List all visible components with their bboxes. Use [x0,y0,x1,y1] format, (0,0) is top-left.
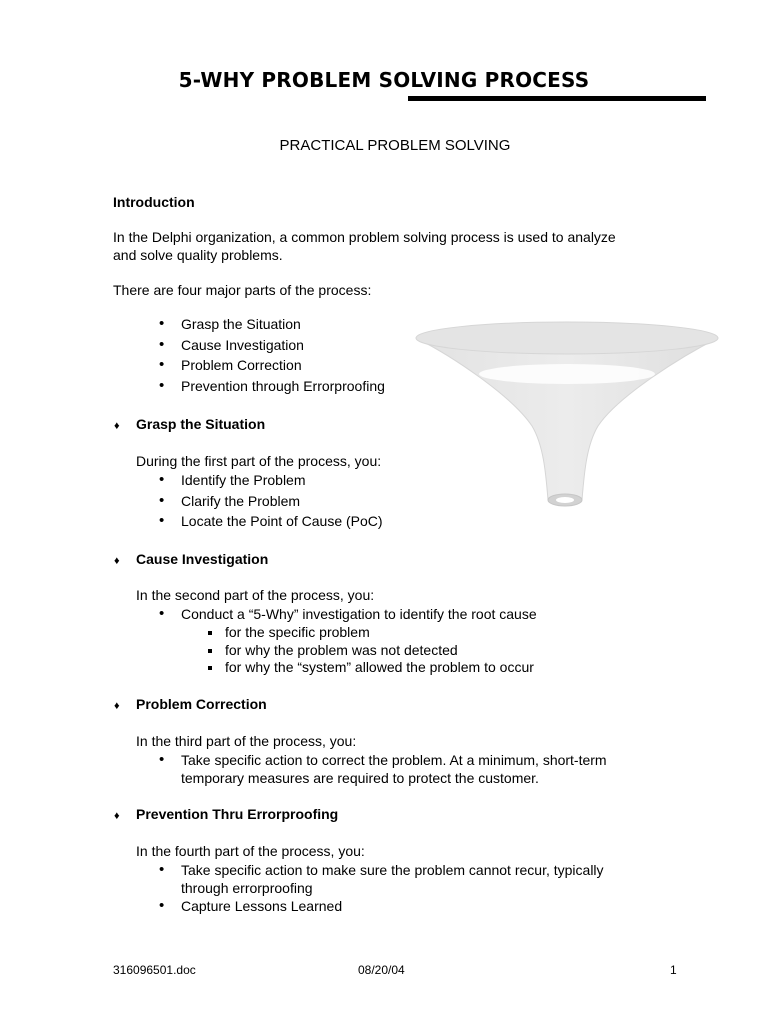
section-heading-correction: Problem Correction [136,696,267,712]
list-item [159,861,604,897]
page-title: 5-WHY PROBLEM SOLVING PROCESS [178,68,590,92]
list-item: • Conduct a “5-Why” investigation to identify the root cause [159,604,537,625]
cause-list [159,604,537,625]
list-item: • Identify the Problem [159,470,383,491]
list-item: • Grasp the Situation [159,314,385,335]
prevention-list [159,861,604,915]
intro-paragraph-line: In the Delphi organization, a common problem solving process is used to analyze [113,229,616,245]
section-heading-grasp: Grasp the Situation [136,416,266,432]
intro-paragraph-2: There are four major parts of the process: [113,282,372,298]
cause-sublist [205,624,534,677]
list-item: • Problem Correction [159,355,385,376]
diamond-bullet-icon: ♦ [114,420,120,432]
sub-list-item: for the specific problem [205,624,534,642]
funnel-icon [412,316,722,512]
footer-page-number: 1 [670,963,677,977]
list-item: • Capture Lessons Learned [159,897,604,915]
parts-list [159,314,385,396]
list-item-line: • Take specific action to correct the problem. At a minimum, short-term [181,752,607,768]
intro-paragraph-line: and solve quality problems. [113,247,283,263]
section-lead-cause: In the second part of the process, you: [136,587,375,603]
footer-date: 08/20/04 [358,963,405,977]
diamond-bullet-icon: ♦ [114,810,120,822]
section-lead-correction: In the third part of the process, you: [136,733,357,749]
correction-list [159,751,607,787]
title-rule [408,96,706,101]
section-lead-grasp: During the first part of the process, you: [136,453,382,469]
list-item: • Clarify the Problem [159,491,383,512]
diamond-bullet-icon: ♦ [114,700,120,712]
list-item: • Cause Investigation [159,335,385,356]
list-item: • Prevention through Errorproofing [159,376,385,397]
list-item-line: temporary measures are required to protect the customer. [181,770,539,786]
section-lead-prevention: In the fourth part of the process, you: [136,843,365,859]
sub-list-item: for why the “system” allowed the problem to occur [205,659,534,677]
list-item-line: through errorproofing [181,880,313,896]
page-subtitle: PRACTICAL PROBLEM SOLVING [279,137,511,154]
list-item: • Locate the Point of Cause (PoC) [159,511,383,532]
section-heading-cause: Cause Investigation [136,551,269,567]
list-item-line: • Take specific action to make sure the problem cannot recur, typically [181,862,604,878]
grasp-list [159,470,383,532]
intro-paragraph-1 [113,228,616,264]
section-heading-prevention: Prevention Thru Errorproofing [136,806,339,822]
sub-list-item: for why the problem was not detected [205,642,534,660]
diamond-bullet-icon: ♦ [114,555,120,567]
list-item [159,751,607,787]
footer-filename: 316096501.doc [113,963,196,977]
intro-heading: Introduction [113,194,195,210]
